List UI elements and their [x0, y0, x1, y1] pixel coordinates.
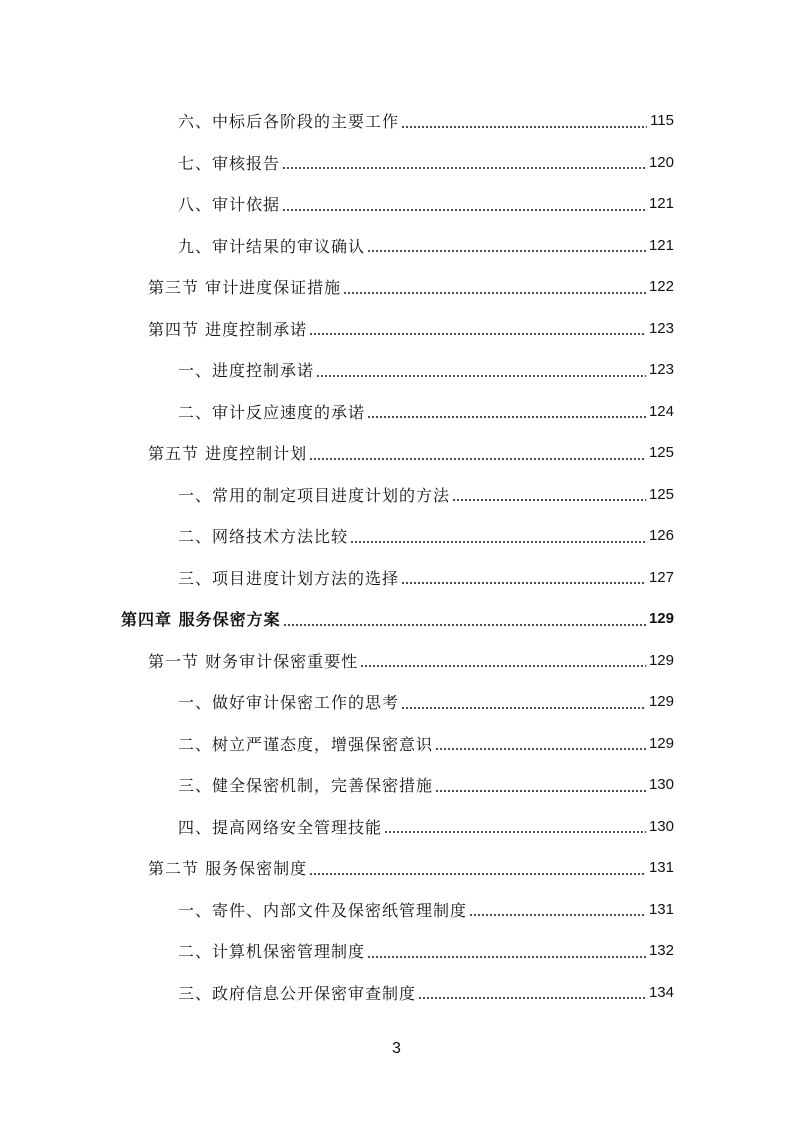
toc-dot-leader	[343, 291, 646, 295]
toc-entry-title: 第四节 进度控制承诺	[148, 319, 308, 339]
toc-entry-title: 二、计算机保密管理制度	[178, 942, 366, 962]
toc-entry-page: 131	[648, 900, 674, 918]
toc-entry-page: 123	[648, 319, 674, 337]
toc-dot-leader	[350, 540, 646, 544]
toc-entry-title: 一、做好审计保密工作的思考	[178, 693, 400, 713]
toc-entry-page: 115	[650, 112, 674, 130]
toc-entry-page: 125	[648, 444, 674, 462]
toc-entry-title: 九、审计结果的审议确认	[178, 236, 366, 256]
toc-entry-title: 一、寄件、内部文件及保密纸管理制度	[178, 900, 468, 920]
toc-entry-page: 132	[648, 942, 674, 960]
toc-entry-title: 三、项目进度计划方法的选择	[178, 568, 400, 588]
toc-subsection-entry[interactable]	[0, 142, 674, 184]
toc-entry-title: 八、审计依据	[178, 195, 281, 215]
toc-entry-page: 131	[648, 859, 674, 877]
toc-dot-leader	[367, 249, 646, 253]
toc-entry-title: 第二节 服务保密制度	[148, 859, 308, 879]
toc-section-entry[interactable]	[0, 847, 674, 889]
toc-entry-title: 四、提高网络安全管理技能	[178, 817, 383, 837]
toc-dot-leader	[282, 166, 646, 170]
toc-entry-page: 121	[648, 195, 674, 213]
toc-entry-page: 130	[648, 817, 674, 835]
toc-dot-leader	[435, 747, 646, 751]
toc-dot-leader	[309, 872, 646, 876]
toc-subsection-entry[interactable]	[0, 349, 674, 391]
toc-entry-page: 121	[648, 236, 674, 254]
toc-entry-page: 130	[648, 776, 674, 794]
page-number: 3	[392, 1040, 401, 1057]
toc-entry-page: 120	[648, 153, 674, 171]
toc-subsection-entry[interactable]	[0, 764, 674, 806]
toc-entry-page: 124	[648, 402, 674, 420]
toc-entry-title: 七、审核报告	[178, 153, 281, 173]
toc-subsection-entry[interactable]	[0, 972, 674, 1014]
toc-entry-page: 129	[648, 734, 674, 752]
toc-entry-title: 第一节 财务审计保密重要性	[148, 651, 359, 671]
toc-dot-leader	[316, 374, 646, 378]
toc-subsection-entry[interactable]	[0, 183, 674, 225]
toc-entry-title: 三、政府信息公开保密审查制度	[178, 983, 417, 1003]
toc-entry-page: 134	[648, 983, 674, 1001]
toc-section-entry[interactable]	[0, 432, 674, 474]
toc-chapter-entry[interactable]	[0, 598, 674, 640]
toc-subsection-entry[interactable]	[0, 474, 674, 516]
toc-entry-title: 二、审计反应速度的承诺	[178, 402, 366, 422]
toc-section-entry[interactable]	[0, 640, 674, 682]
toc-section-entry[interactable]	[0, 266, 674, 308]
toc-dot-leader	[418, 996, 646, 1000]
toc-dot-leader	[452, 498, 646, 502]
toc-subsection-entry[interactable]	[0, 391, 674, 433]
toc-entry-page: 127	[648, 568, 674, 586]
toc-entry-title: 二、网络技术方法比较	[178, 527, 349, 547]
toc-dot-leader	[435, 789, 646, 793]
toc-entry-page: 129	[648, 610, 674, 628]
toc-subsection-entry[interactable]	[0, 225, 674, 267]
toc-entry-page: 125	[648, 485, 674, 503]
toc-entry-title: 六、中标后各阶段的主要工作	[178, 112, 400, 132]
toc-dot-leader	[367, 955, 646, 959]
toc-subsection-entry[interactable]	[0, 806, 674, 848]
toc-entry-title: 三、健全保密机制，完善保密措施	[178, 776, 434, 796]
toc-dot-leader	[309, 457, 646, 461]
toc-entry-title: 一、进度控制承诺	[178, 361, 315, 381]
toc-subsection-entry[interactable]	[0, 557, 674, 599]
toc-subsection-entry[interactable]	[0, 681, 674, 723]
toc-entry-page: 126	[648, 527, 674, 545]
toc-entry-page: 123	[648, 361, 674, 379]
toc-dot-leader	[384, 830, 646, 834]
toc-subsection-entry[interactable]	[0, 515, 674, 557]
toc-entry-title: 一、常用的制定项目进度计划的方法	[178, 485, 451, 505]
toc-subsection-entry[interactable]	[0, 930, 674, 972]
toc-dot-leader	[401, 706, 646, 710]
toc-dot-leader	[401, 125, 647, 129]
toc-entry-page: 129	[648, 693, 674, 711]
toc-dot-leader	[360, 664, 646, 668]
toc-entry-page: 122	[648, 278, 674, 296]
toc-entry-title: 第五节 进度控制计划	[148, 444, 308, 464]
toc-dot-leader	[282, 208, 646, 212]
toc-entry-title: 二、树立严谨态度，增强保密意识	[178, 734, 434, 754]
toc-subsection-entry[interactable]	[0, 723, 674, 765]
toc-subsection-entry[interactable]	[0, 100, 674, 142]
toc-dot-leader	[309, 332, 646, 336]
toc-subsection-entry[interactable]	[0, 889, 674, 931]
toc-entry-title: 第三节 审计进度保证措施	[148, 278, 342, 298]
table-of-contents	[0, 100, 793, 1013]
toc-dot-leader	[283, 623, 646, 627]
toc-dot-leader	[469, 913, 646, 917]
toc-entry-title: 第四章 服务保密方案	[121, 610, 281, 630]
toc-dot-leader	[367, 415, 646, 419]
toc-dot-leader	[401, 581, 646, 585]
toc-section-entry[interactable]	[0, 308, 674, 350]
toc-entry-page: 129	[648, 651, 674, 669]
